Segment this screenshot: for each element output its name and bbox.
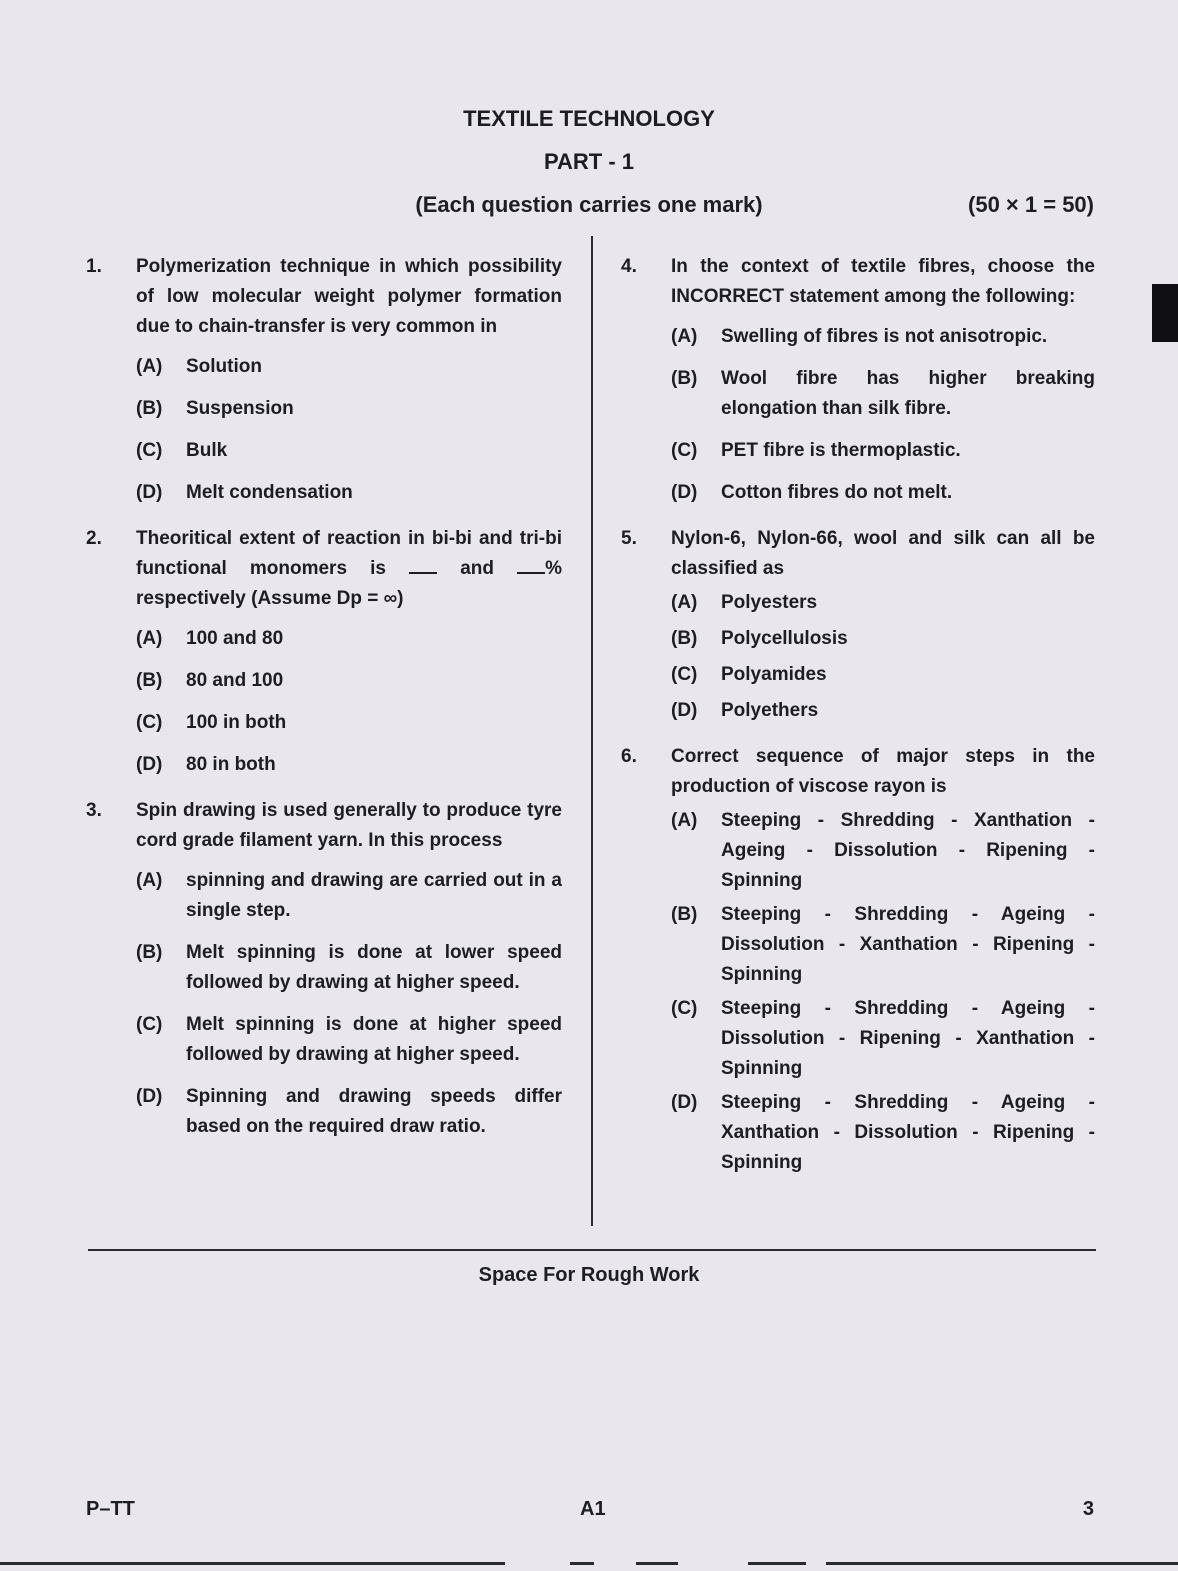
answer-blank xyxy=(409,556,437,574)
option-text: Melt spinning is done at lower speed followed by drawing at higher speed. xyxy=(186,942,562,993)
option-label: (D) xyxy=(136,1086,163,1107)
option-d xyxy=(671,478,1095,508)
question-number: 3. xyxy=(86,800,102,821)
marks-note: (Each question carries one mark) xyxy=(415,192,763,217)
option-d xyxy=(671,696,1095,726)
option-label: (D) xyxy=(671,1092,698,1113)
option-label: (A) xyxy=(136,356,163,377)
right-column xyxy=(621,252,1095,1182)
option-a xyxy=(136,624,562,654)
option-c xyxy=(671,660,1095,690)
option-a xyxy=(671,588,1095,618)
option-text: PET fibre is thermoplastic. xyxy=(721,440,961,461)
option-b xyxy=(136,938,562,998)
option-b xyxy=(136,394,562,424)
option-a xyxy=(671,806,1095,896)
question-number: 6. xyxy=(621,746,637,767)
option-label: (A) xyxy=(671,592,698,613)
option-label: (C) xyxy=(671,440,698,461)
option-label: (D) xyxy=(136,754,163,775)
question-number: 2. xyxy=(86,528,102,549)
question-text: Correct sequence of major steps in the production of viscose rayon is xyxy=(671,746,1095,797)
option-text: Swelling of fibres is not anisotropic. xyxy=(721,326,1048,347)
question-text: Polymerization technique in which possibility of low molecular weight polymer formation due to chain-transfer is very common in xyxy=(136,256,562,337)
option-label: (C) xyxy=(671,664,698,685)
bottom-edge-mark xyxy=(570,1562,594,1565)
paper-code: P–TT xyxy=(86,1498,135,1520)
option-label: (B) xyxy=(136,670,163,691)
question-text: Theoritical extent of reaction in bi-bi and tri-bi functional monomers is and % respectively (Assume Dp = ∞) xyxy=(136,528,563,609)
option-b xyxy=(671,624,1095,654)
bottom-edge-mark xyxy=(748,1562,806,1565)
rough-work-heading: Space For Rough Work xyxy=(478,1264,700,1286)
option-text: Polycellulosis xyxy=(721,628,848,649)
option-a xyxy=(671,322,1095,352)
option-text: 80 and 100 xyxy=(186,670,284,691)
option-label: (D) xyxy=(671,700,698,721)
bottom-edge-mark xyxy=(826,1562,1178,1565)
option-text: Polyethers xyxy=(721,700,819,721)
section-divider xyxy=(88,1249,1096,1251)
option-text: 100 and 80 xyxy=(186,628,284,649)
side-index-tab xyxy=(1152,284,1178,342)
option-d xyxy=(671,1088,1095,1178)
option-label: (D) xyxy=(136,482,163,503)
option-text: 80 in both xyxy=(186,754,276,775)
option-a xyxy=(136,352,562,382)
question-4 xyxy=(621,252,1095,508)
column-divider xyxy=(591,236,593,1226)
option-text: Steeping - Shredding - Xanthation - Ageing - Dissolution - Ripening - Spinning xyxy=(721,810,1095,891)
option-b xyxy=(671,900,1095,990)
option-text: Polyamides xyxy=(721,664,827,685)
page-number: 3 xyxy=(1082,1498,1094,1520)
option-text: Solution xyxy=(186,356,262,377)
option-text: 100 in both xyxy=(186,712,287,733)
question-text: In the context of textile fibres, choose the INCORRECT statement among the following: xyxy=(671,256,1095,307)
option-text: Steeping - Shredding - Ageing - Dissolution - Ripening - Xanthation - Spinning xyxy=(721,998,1095,1079)
option-c xyxy=(671,436,1095,466)
option-text: Steeping - Shredding - Ageing - Dissolution - Xanthation - Ripening - Spinning xyxy=(721,904,1095,985)
answer-blank xyxy=(517,556,545,574)
marks-formula: (50 × 1 = 50) xyxy=(968,192,1094,217)
option-a xyxy=(136,866,562,926)
option-text: Cotton fibres do not melt. xyxy=(721,482,953,503)
option-text: Suspension xyxy=(186,398,294,419)
question-6 xyxy=(621,742,1095,1178)
question-1 xyxy=(86,252,562,508)
option-text: Bulk xyxy=(186,440,228,461)
option-label: (A) xyxy=(671,326,698,347)
option-label: (D) xyxy=(671,482,698,503)
question-3 xyxy=(86,796,562,1142)
option-label: (B) xyxy=(136,942,163,963)
page-title: TEXTILE TECHNOLOGY xyxy=(463,106,715,131)
question-number: 1. xyxy=(86,256,102,277)
option-label: (C) xyxy=(136,440,163,461)
option-c xyxy=(136,708,562,738)
option-text: Polyesters xyxy=(721,592,818,613)
option-label: (B) xyxy=(671,904,698,925)
option-b xyxy=(671,364,1095,424)
option-d xyxy=(136,478,562,508)
question-2 xyxy=(86,524,562,780)
option-label: (B) xyxy=(671,368,698,389)
option-label: (B) xyxy=(136,398,163,419)
option-label: (A) xyxy=(671,810,698,831)
bottom-edge-mark xyxy=(636,1562,678,1565)
question-text: Spin drawing is used generally to produce tyre cord grade filament yarn. In this process xyxy=(136,800,562,851)
option-label: (C) xyxy=(136,712,163,733)
option-d xyxy=(136,750,562,780)
question-number: 5. xyxy=(621,528,637,549)
option-d xyxy=(136,1082,562,1142)
option-text: Wool fibre has higher breaking elongation than silk fibre. xyxy=(721,368,1095,419)
option-text: Melt condensation xyxy=(186,482,353,503)
option-c xyxy=(136,436,562,466)
option-text: Spinning and drawing speeds differ based on the required draw ratio. xyxy=(186,1086,562,1137)
option-c xyxy=(136,1010,562,1070)
option-label: (C) xyxy=(671,998,698,1019)
question-text: Nylon-6, Nylon-66, wool and silk can all be classified as xyxy=(671,528,1095,579)
part-heading: PART - 1 xyxy=(543,149,635,174)
option-b xyxy=(136,666,562,696)
bottom-edge-mark xyxy=(0,1562,505,1565)
option-label: (B) xyxy=(671,628,698,649)
booklet-set: A1 xyxy=(580,1498,606,1520)
option-label: (A) xyxy=(136,870,163,891)
option-label: (A) xyxy=(136,628,163,649)
left-column xyxy=(86,252,562,1154)
option-label: (C) xyxy=(136,1014,163,1035)
option-c xyxy=(671,994,1095,1084)
option-text: spinning and drawing are carried out in a single step. xyxy=(186,870,562,921)
question-number: 4. xyxy=(621,256,637,277)
option-text: Melt spinning is done at higher speed followed by drawing at higher speed. xyxy=(186,1014,562,1065)
option-text: Steeping - Shredding - Ageing - Xanthation - Dissolution - Ripening - Spinning xyxy=(721,1092,1095,1173)
question-5 xyxy=(621,524,1095,726)
